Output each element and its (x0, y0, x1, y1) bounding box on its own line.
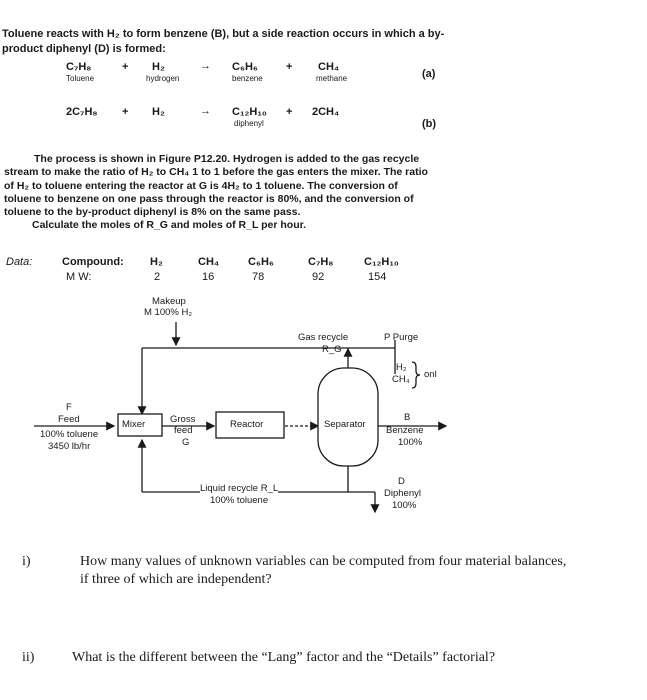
purge-brace (412, 362, 420, 388)
mw-label: M W: (66, 271, 92, 283)
reaction-a-hydrogen: H₂ (152, 61, 165, 73)
paragraph-line: of H₂ to toluene entering the reactor at G is 4H₂ to 1 toluene. The conversion of (4, 179, 398, 192)
feed-f-label: F (66, 402, 72, 413)
gross-feed-g: G (182, 437, 190, 448)
compound-h2: H₂ (150, 256, 163, 268)
intro-line-1: Toluene reacts with H₂ to form benzene (B), but a side reaction occurs in which a by- (2, 28, 445, 40)
data-label: Data: (6, 256, 33, 268)
reaction-b-plus-2: + (286, 106, 293, 118)
rg-label: R_G (322, 344, 342, 355)
benzene-b: B (404, 412, 411, 423)
compound-c7h8: C₇H₈ (308, 256, 334, 268)
question-1-number: i) (22, 554, 31, 569)
feed-label: Feed (58, 414, 80, 425)
reaction-a-methane-label: methane (316, 74, 348, 83)
paragraph-line: toluene to the by-product diphenyl is 8% on the same pass. (4, 206, 301, 219)
mw-c7h8: 92 (312, 271, 325, 283)
reaction-a-tag: (a) (422, 68, 436, 80)
mw-ch4: 16 (202, 271, 215, 283)
benzene-label: Benzene (386, 425, 424, 436)
reaction-a-toluene: C₇H₈ (66, 61, 92, 73)
compound-ch4: CH₄ (198, 256, 220, 268)
purge-label: P Purge (384, 332, 419, 343)
paragraph-line: stream to make the ratio of H₂ to CH₄ 1 to 1 before the gas enters the mixer. The ratio (4, 166, 428, 179)
separator-vessel (318, 368, 378, 466)
reaction-b-hydrogen: H₂ (152, 106, 165, 118)
feed-rate: 3450 lb/hr (48, 441, 91, 452)
reaction-a-benzene: C₆H₆ (232, 61, 258, 73)
diphenyl-pct: 100% (392, 500, 417, 511)
feed-composition: 100% toluene (40, 429, 99, 440)
reaction-a-methane: CH₄ (318, 61, 340, 73)
diphenyl-label: Diphenyl (384, 488, 421, 499)
mw-c6h6: 78 (252, 271, 265, 283)
gross-feed-line2: feed (174, 425, 193, 436)
question-2-number: ii) (22, 650, 35, 665)
reaction-b-toluene: 2C₇H₈ (66, 106, 98, 118)
gas-recycle-label: Gas recycle (298, 332, 349, 343)
reaction-a-plus-2: + (286, 61, 293, 73)
mw-c12h10: 154 (368, 271, 387, 283)
purge-h2: H₂ (396, 362, 407, 373)
reaction-b-plus-1: + (122, 106, 129, 118)
liquid-recycle-composition: 100% toluene (210, 495, 269, 506)
compound-c6h6: C₆H₆ (248, 256, 274, 268)
separator-label: Separator (324, 419, 366, 430)
reaction-b-diphenyl: C₁₂H₁₀ (232, 106, 267, 118)
compound-label: Compound: (62, 256, 124, 268)
purge-ch4: CH₄ (392, 374, 410, 385)
question-1-line-2: if three of which are independent? (80, 572, 272, 587)
reaction-a-plus-1: + (122, 61, 129, 73)
reaction-a-hydrogen-label: hydrogen (146, 74, 180, 83)
purge-only: onl (424, 369, 437, 380)
benzene-pct: 100% (398, 437, 423, 448)
reaction-b-methane: 2CH₄ (312, 106, 340, 118)
mixer-label: Mixer (122, 419, 146, 430)
question-1-line-1: How many values of unknown variables can be computed from four material balances, (80, 554, 567, 569)
makeup-label: Makeup (152, 296, 186, 307)
mw-h2: 2 (154, 271, 161, 283)
paragraph-line: Calculate the moles of R_G and moles of R_L per hour. (32, 219, 307, 232)
reaction-a-benzene-label: benzene (232, 74, 263, 83)
reaction-b-arrow: → (200, 105, 211, 117)
makeup-composition: M 100% H₂ (144, 307, 193, 318)
paragraph-line: toluene to benzene on one pass through the reactor is 80%, and the conversion of (4, 192, 414, 205)
gross-feed-line1: Gross (170, 414, 196, 425)
intro-line-2: product diphenyl (D) is formed: (2, 43, 166, 55)
reaction-a-arrow: → (200, 60, 211, 72)
reaction-b-diphenyl-label: diphenyl (234, 119, 264, 128)
reactor-label: Reactor (230, 419, 264, 430)
compound-c12h10: C₁₂H₁₀ (364, 256, 399, 268)
reaction-a-toluene-label: Toluene (66, 74, 95, 83)
diphenyl-d: D (398, 476, 405, 487)
question-2-line-1: What is the different between the “Lang” factor and the “Details” factorial? (72, 650, 496, 665)
paragraph-line: The process is shown in Figure P12.20. Hydrogen is added to the gas recycle (34, 153, 420, 165)
liquid-recycle-label: Liquid recycle R_L (200, 483, 279, 494)
reaction-b-tag: (b) (422, 118, 437, 130)
